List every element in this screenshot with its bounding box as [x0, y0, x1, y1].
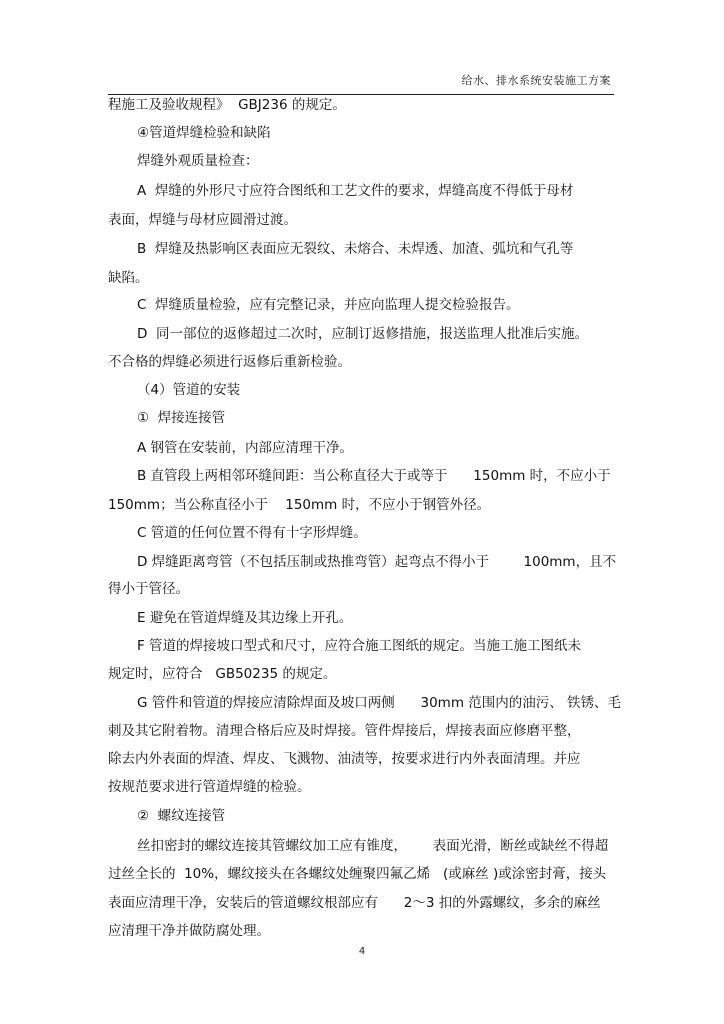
- body-line: A 焊缝的外形尺寸应符合图纸和工艺文件的要求，焊缝高度不得低于母材: [137, 183, 574, 199]
- section-heading: ① 焊接连接管: [137, 410, 226, 426]
- body-line: D 焊缝距离弯管（不包括压制或热推弯管）起弯点不得小于 100mm，且不: [137, 554, 617, 570]
- body-line: 缺陷。: [108, 270, 149, 286]
- body-line: B 直管段上两相邻环缝间距：当公称直径大于或等于 150mm 时，不应小于: [137, 468, 611, 484]
- body-line: C 焊缝质量检验，应有完整记录，并应向监理人提交检验报告。: [137, 297, 520, 313]
- body-line: F 管道的焊接坡口型式和尺寸，应符合施工图纸的规定。当施工施工图纸未: [137, 638, 582, 654]
- page-number: 4: [358, 946, 366, 957]
- running-header: 给水、排水系统安装施工方案: [461, 74, 611, 87]
- body-line: 得小于管径。: [108, 581, 189, 597]
- body-line: 表面应清理干净，安装后的管道螺纹根部应有 2～3 扣的外露螺纹，多余的麻丝: [108, 895, 601, 911]
- body-line: D 同一部位的返修超过二次时，应制订返修措施，报送监理人批准后实施。: [137, 326, 588, 342]
- body-line: B 焊缝及热影响区表面应无裂纹、未熔合、未焊透、加渣、弧坑和气孔等: [137, 241, 574, 257]
- section-heading: （4）管道的安装: [137, 382, 241, 398]
- body-line: C 管道的任何位置不得有十字形焊缝。: [137, 525, 367, 541]
- body-line: A 钢管在安装前，内部应清理干净。: [137, 440, 354, 456]
- body-line: G 管件和管道的焊接应清除焊面及坡口两侧 30mm 范围内的油污、 铁锈、毛: [137, 695, 622, 711]
- section-heading: ② 螺纹连接管: [137, 808, 226, 824]
- body-line: 程施工及验收规程》 GBJ236 的规定。: [108, 97, 346, 113]
- body-line: 按规范要求进行管道焊缝的检验。: [108, 779, 311, 795]
- body-line: E 避免在管道焊缝及其边缘上开孔。: [137, 610, 353, 626]
- body-line: 焊缝外观质量检查：: [137, 153, 259, 169]
- body-line: 除去内外表面的焊渣、焊皮、飞溅物、油渍等，按要求进行内外表面清理。并应: [108, 751, 581, 767]
- body-line: 过丝全长的 10%，螺纹接头在各螺纹处缠聚四氟乙烯 (或麻丝 )或涂密封膏，接头: [108, 866, 607, 882]
- header-rule: [108, 94, 614, 95]
- body-line: 应清理干净并做防腐处理。: [108, 923, 270, 939]
- section-heading: ④管道焊缝检验和缺陷: [137, 125, 271, 141]
- body-line: 刺及其它附着物。清理合格后应及时焊接。管件焊接后，焊接表面应修磨平整，: [108, 723, 581, 739]
- body-line: 表面，焊缝与母材应圆滑过渡。: [108, 212, 297, 228]
- body-line: 规定时，应符合 GB50235 的规定。: [108, 666, 337, 682]
- body-line: 150mm；当公称直径小于 150mm 时，不应小于钢管外径。: [108, 497, 491, 513]
- body-line: 丝扣密封的螺纹连接其管螺纹加工应有锥度， 表面光滑，断丝或缺丝不得超: [137, 838, 609, 854]
- body-line: 不合格的焊缝必须进行返修后重新检验。: [108, 354, 351, 370]
